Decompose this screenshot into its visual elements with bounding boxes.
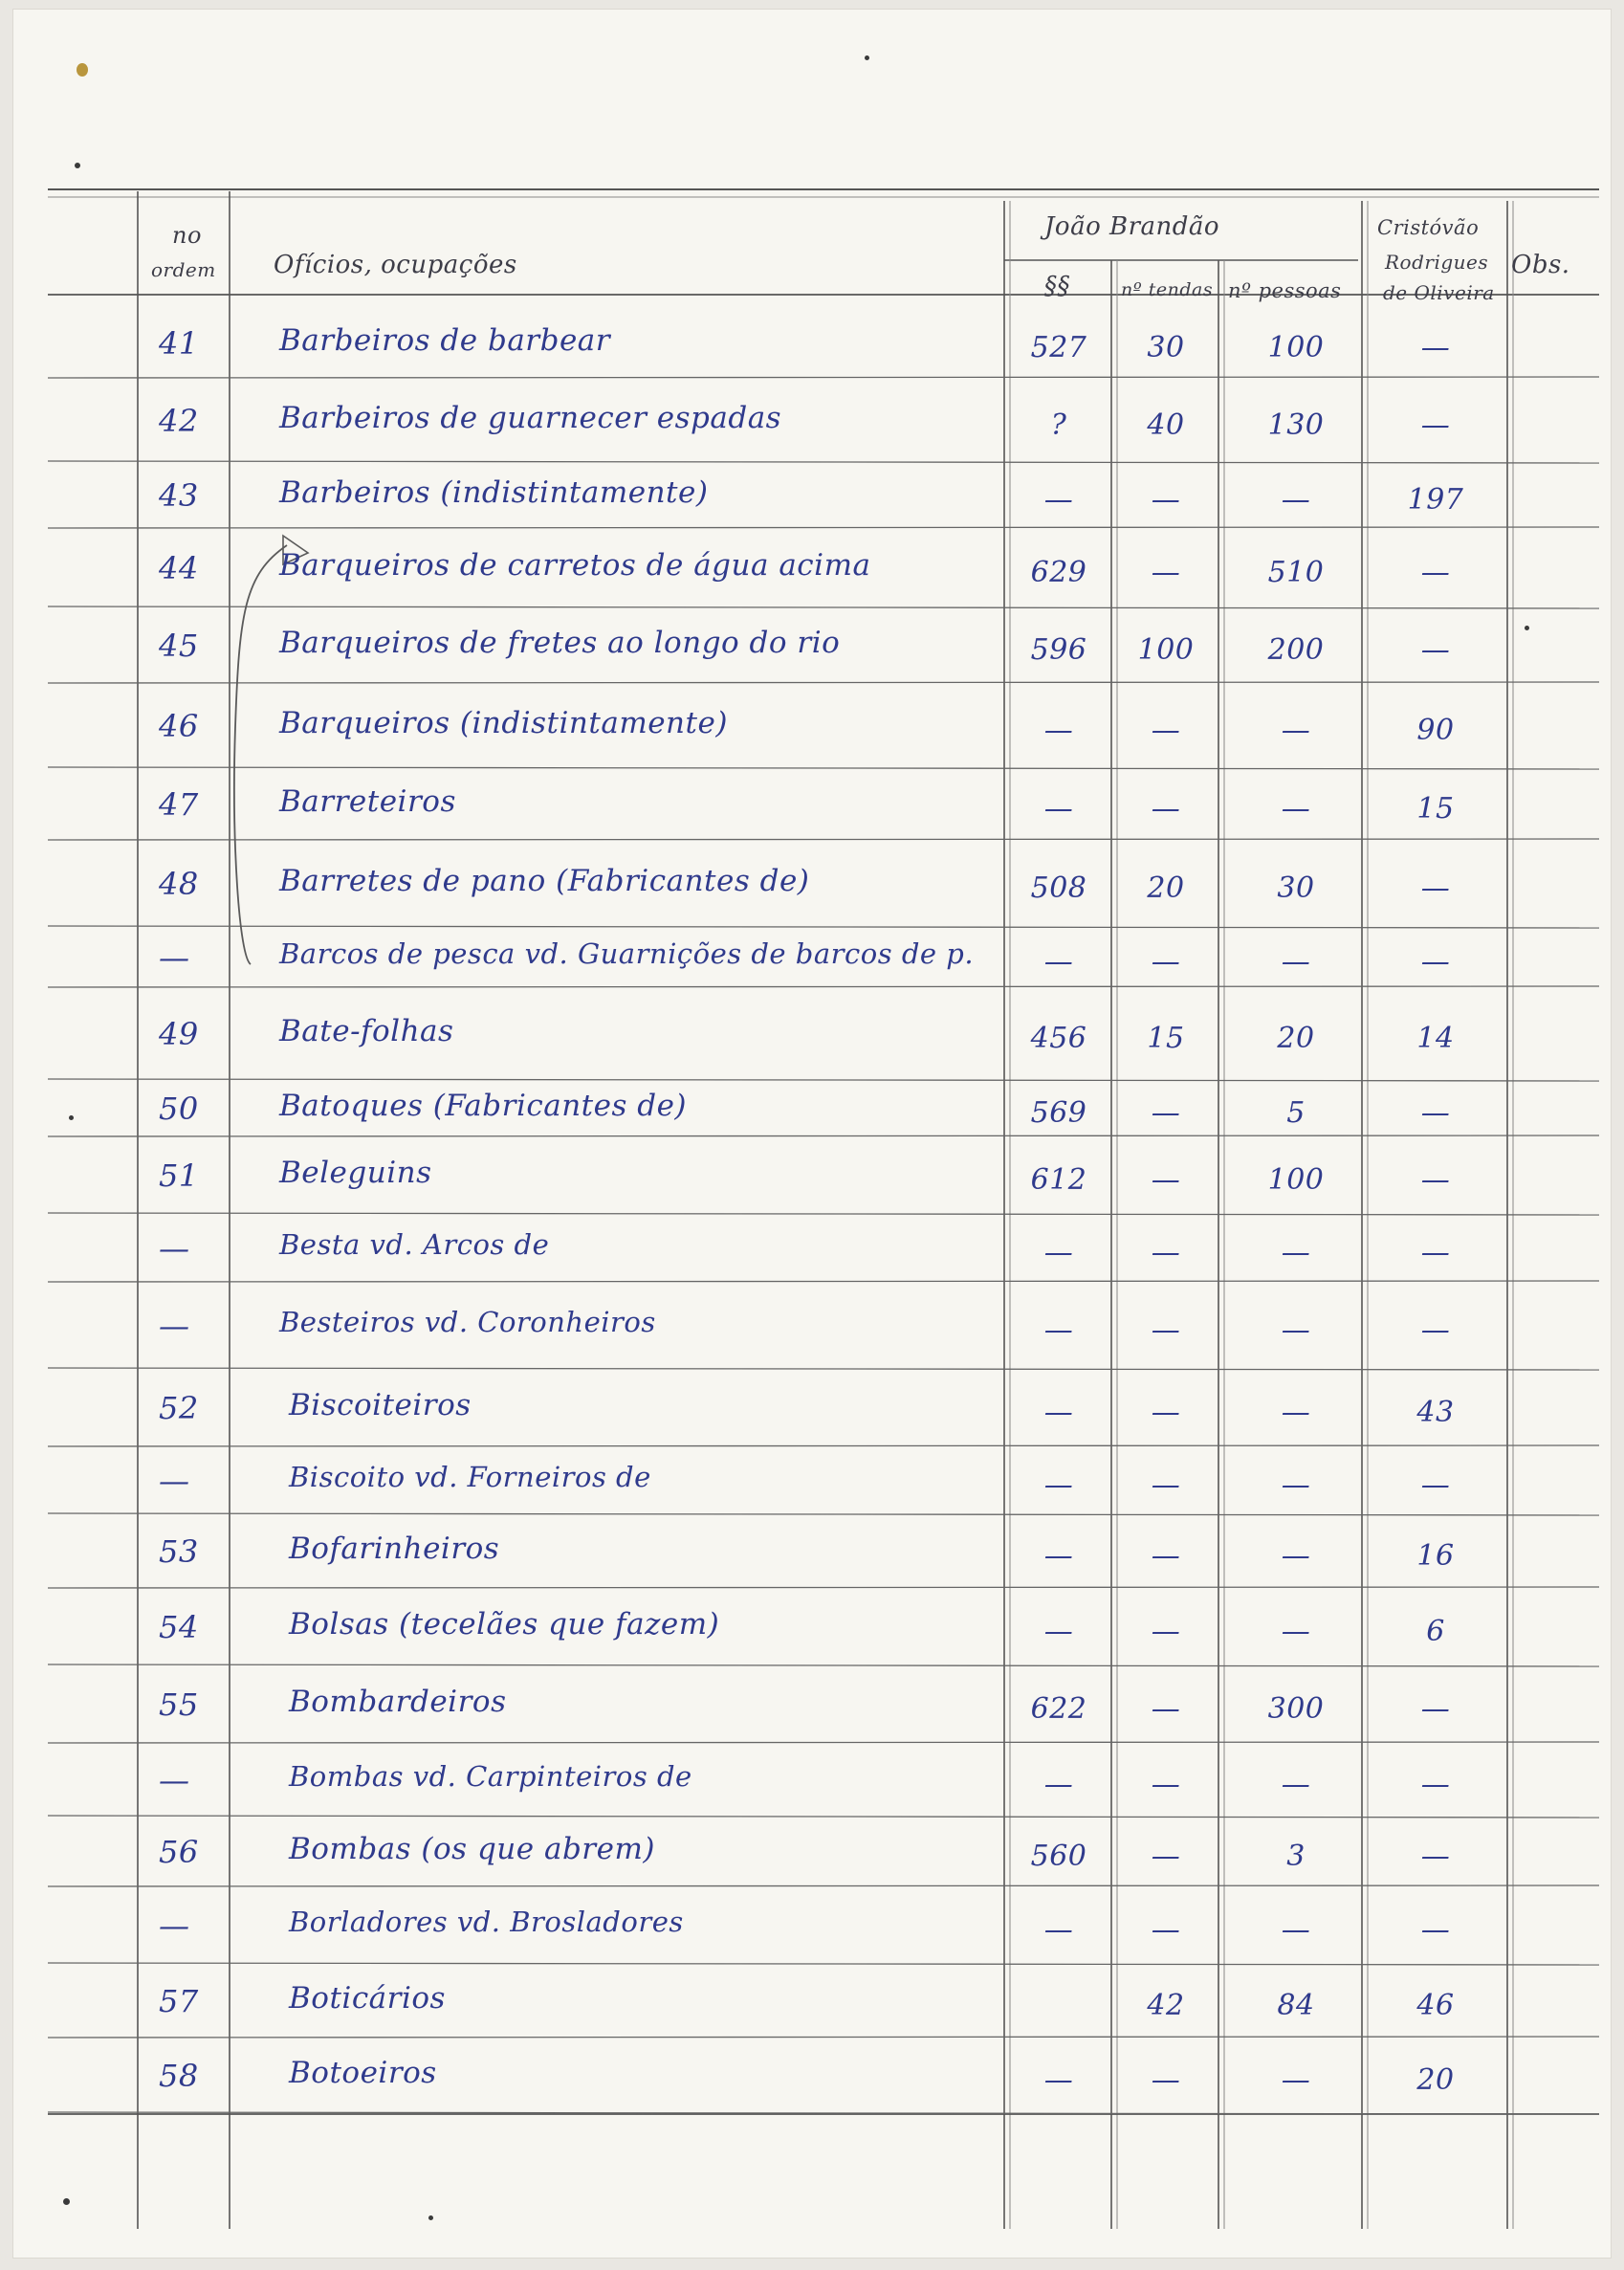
value-cristovao: 46	[1416, 1989, 1455, 2022]
occupation-name: Barbeiros de barbear	[279, 322, 611, 358]
row-divider	[48, 1135, 1599, 1136]
value-ss: —	[1043, 2063, 1074, 2097]
value-pessoas: —	[1281, 1913, 1311, 1947]
occupation-name: Bolsas (tecelães que fazem)	[289, 1607, 720, 1642]
value-cristovao: —	[1420, 1096, 1451, 1130]
value-ss: 629	[1030, 556, 1087, 589]
header-obs: Obs.	[1511, 251, 1570, 279]
occupation-name: Bate-folhas	[279, 1014, 454, 1048]
value-pessoas: 200	[1267, 633, 1325, 667]
value-pessoas: —	[1281, 2063, 1311, 2097]
value-pessoas: —	[1281, 792, 1311, 826]
row-divider	[48, 527, 1599, 528]
occupation-name: Beleguins	[279, 1156, 432, 1190]
header-source2-line2: Rodrigues	[1385, 251, 1489, 274]
row-divider	[48, 1445, 1599, 1446]
paper-speck	[63, 2198, 70, 2205]
occupation-name: Barretes de pano (Fabricantes de)	[279, 864, 810, 898]
row-divider	[48, 1664, 1599, 1666]
occupation-name: Biscoiteiros	[289, 1388, 472, 1422]
order-number: —	[159, 939, 190, 976]
value-ss: 527	[1030, 330, 1087, 364]
order-number: 48	[159, 866, 199, 902]
row-divider	[48, 839, 1599, 840]
row-divider	[48, 606, 1599, 608]
order-number: 56	[159, 1834, 199, 1870]
value-tendas: 30	[1147, 330, 1185, 364]
value-ss: 508	[1030, 871, 1087, 905]
value-cristovao: —	[1420, 556, 1451, 589]
value-pessoas: 510	[1267, 556, 1325, 589]
row-divider	[48, 2037, 1599, 2038]
order-number: —	[159, 1230, 190, 1267]
value-pessoas: —	[1281, 483, 1311, 517]
value-pessoas: —	[1281, 714, 1311, 747]
header-source2-line1: Cristóvão	[1377, 216, 1480, 239]
value-tendas: —	[1151, 1468, 1181, 1502]
value-pessoas: —	[1281, 945, 1311, 979]
header-source2-line3: de Oliveira	[1383, 281, 1495, 304]
value-ss: —	[1043, 1539, 1074, 1573]
occupation-name: Barbeiros (indistintamente)	[279, 475, 709, 510]
value-pessoas: 84	[1277, 1989, 1315, 2022]
occupation-name: Barcos de pesca vd. Guarnições de barcos de p.	[279, 937, 975, 970]
order-number: 50	[159, 1091, 199, 1127]
value-tendas: 20	[1147, 871, 1185, 905]
value-tendas: 42	[1147, 1989, 1185, 2022]
order-number: 58	[159, 2058, 199, 2094]
order-number: 55	[159, 1686, 199, 1723]
row-divider	[48, 1079, 1599, 1081]
value-cristovao: 16	[1416, 1539, 1455, 1573]
value-tendas: —	[1151, 1096, 1181, 1130]
value-cristovao: —	[1420, 1468, 1451, 1502]
order-number: —	[159, 1762, 190, 1798]
value-ss: —	[1043, 1768, 1074, 1801]
order-number: 42	[159, 403, 199, 439]
value-pessoas: —	[1281, 1539, 1311, 1573]
value-ss: ?	[1050, 408, 1067, 442]
value-ss: —	[1043, 714, 1074, 747]
occupation-name: Barqueiros (indistintamente)	[279, 706, 728, 740]
value-cristovao: 6	[1426, 1615, 1445, 1648]
value-ss: —	[1043, 945, 1074, 979]
order-number: 51	[159, 1157, 199, 1194]
value-pessoas: —	[1281, 1615, 1311, 1648]
row-divider	[48, 767, 1599, 769]
value-tendas: 100	[1137, 633, 1195, 667]
value-ss: —	[1043, 483, 1074, 517]
order-number: —	[159, 1907, 190, 1944]
value-cristovao: 197	[1407, 483, 1464, 517]
occupation-name: Barbeiros de guarnecer espadas	[279, 401, 782, 435]
value-ss: —	[1043, 1468, 1074, 1502]
header-sub-pessoas: nº pessoas	[1228, 279, 1342, 302]
value-pessoas: —	[1281, 1468, 1311, 1502]
occupation-name: Botoeiros	[289, 2056, 437, 2090]
occupation-name: Borladores vd. Brosladores	[289, 1906, 684, 1938]
value-ss: —	[1043, 1913, 1074, 1947]
value-tendas: —	[1151, 1539, 1181, 1573]
value-cristovao: —	[1420, 633, 1451, 667]
row-divider	[48, 1368, 1599, 1370]
header-sub-ss: §§	[1044, 272, 1070, 300]
occupation-name: Barqueiros de carretos de água acima	[279, 548, 871, 583]
value-cristovao: —	[1420, 1236, 1451, 1269]
order-number: 57	[159, 1983, 199, 2019]
occupation-name: Bombas (os que abrem)	[289, 1832, 655, 1866]
value-pessoas: 20	[1277, 1022, 1315, 1055]
value-tendas: —	[1151, 1692, 1181, 1726]
row-divider	[48, 377, 1599, 378]
value-cristovao: 15	[1416, 792, 1455, 826]
row-divider	[48, 1513, 1599, 1515]
value-ss: 560	[1030, 1840, 1087, 1873]
value-cristovao: —	[1420, 1692, 1451, 1726]
value-tendas: —	[1151, 1768, 1181, 1801]
occupation-name: Boticários	[289, 1981, 446, 2016]
value-cristovao: 90	[1416, 714, 1455, 747]
occupation-name: Bombardeiros	[289, 1685, 507, 1719]
value-ss: —	[1043, 1313, 1074, 1347]
value-tendas: 15	[1147, 1022, 1185, 1055]
value-cristovao: —	[1420, 1913, 1451, 1947]
occupation-name: Biscoito vd. Forneiros de	[289, 1461, 651, 1493]
value-cristovao: —	[1420, 330, 1451, 364]
value-cristovao: —	[1420, 1163, 1451, 1197]
value-tendas: —	[1151, 1913, 1181, 1947]
order-number: 54	[159, 1609, 199, 1645]
value-pessoas: 30	[1277, 871, 1315, 905]
header-source-joao-brandao: João Brandão	[1044, 212, 1220, 241]
order-number: 52	[159, 1390, 199, 1426]
value-tendas: 40	[1147, 408, 1185, 442]
value-pessoas: —	[1281, 1396, 1311, 1429]
value-pessoas: 100	[1267, 1163, 1325, 1197]
occupation-name: Barreteiros	[279, 784, 456, 819]
value-pessoas: 3	[1286, 1840, 1306, 1873]
order-number: 44	[159, 550, 199, 586]
header-order-line1: no	[172, 222, 202, 249]
value-ss: 456	[1030, 1022, 1087, 1055]
order-number: 47	[159, 786, 199, 823]
paper-speck	[75, 163, 80, 168]
value-ss: —	[1043, 792, 1074, 826]
value-ss: 622	[1030, 1692, 1087, 1726]
value-pessoas: —	[1281, 1768, 1311, 1801]
value-tendas: —	[1151, 1615, 1181, 1648]
occupation-name: Barqueiros de fretes ao longo do rio	[279, 626, 841, 660]
value-tendas: —	[1151, 714, 1181, 747]
order-number: 45	[159, 628, 199, 664]
value-pessoas: —	[1281, 1236, 1311, 1269]
value-cristovao: 20	[1416, 2063, 1455, 2097]
order-number: 41	[159, 324, 199, 362]
value-tendas: —	[1151, 2063, 1181, 2097]
value-tendas: —	[1151, 1163, 1181, 1197]
occupation-name: Bombas vd. Carpinteiros de	[289, 1760, 692, 1793]
order-number: —	[159, 1308, 190, 1344]
order-number: 53	[159, 1533, 199, 1570]
row-divider	[48, 1213, 1599, 1215]
value-cristovao: —	[1420, 1840, 1451, 1873]
row-divider	[48, 461, 1599, 463]
row-divider	[48, 1963, 1599, 1965]
occupation-name: Besta vd. Arcos de	[279, 1228, 550, 1261]
row-divider	[48, 926, 1599, 928]
order-number: 46	[159, 708, 199, 744]
paper-speck	[428, 2215, 433, 2220]
value-pessoas: —	[1281, 1313, 1311, 1347]
value-ss: 612	[1030, 1163, 1087, 1197]
value-cristovao: 14	[1416, 1022, 1455, 1055]
order-number: —	[159, 1463, 190, 1499]
value-ss: —	[1043, 1396, 1074, 1429]
value-pessoas: 130	[1267, 408, 1325, 442]
value-tendas: —	[1151, 1313, 1181, 1347]
value-cristovao: —	[1420, 871, 1451, 905]
paper-speck	[77, 63, 88, 77]
value-ss: —	[1043, 1236, 1074, 1269]
header-order-line2: ordem	[151, 258, 216, 281]
value-cristovao: —	[1420, 408, 1451, 442]
order-number: 43	[159, 477, 199, 514]
paper-speck	[1525, 626, 1529, 630]
row-divider	[48, 682, 1599, 683]
occupation-name: Bofarinheiros	[289, 1532, 500, 1566]
row-divider	[48, 986, 1599, 987]
order-number: 49	[159, 1016, 199, 1052]
paper-speck	[69, 1115, 74, 1120]
row-divider	[48, 1281, 1599, 1282]
row-divider	[48, 1587, 1599, 1588]
value-tendas: —	[1151, 556, 1181, 589]
value-cristovao: —	[1420, 1313, 1451, 1347]
value-ss: 569	[1030, 1096, 1087, 1130]
value-ss: 596	[1030, 633, 1087, 667]
value-tendas: —	[1151, 792, 1181, 826]
value-tendas: —	[1151, 1396, 1181, 1429]
row-divider	[48, 1885, 1599, 1886]
value-cristovao: 43	[1416, 1396, 1455, 1429]
value-pessoas: 100	[1267, 330, 1325, 364]
row-divider	[48, 1742, 1599, 1743]
header-sub-tendas: nº tendas	[1121, 279, 1214, 300]
value-ss: —	[1043, 1615, 1074, 1648]
header-occupation: Ofícios, ocupações	[274, 251, 517, 279]
value-tendas: —	[1151, 1236, 1181, 1269]
paper-speck	[865, 55, 869, 60]
value-tendas: —	[1151, 483, 1181, 517]
occupation-name: Batoques (Fabricantes de)	[279, 1089, 688, 1123]
value-tendas: —	[1151, 945, 1181, 979]
occupation-name: Besteiros vd. Coronheiros	[279, 1306, 656, 1338]
value-cristovao: —	[1420, 1768, 1451, 1801]
row-divider	[48, 1816, 1599, 1818]
value-cristovao: —	[1420, 945, 1451, 979]
value-pessoas: 300	[1267, 1692, 1325, 1726]
value-tendas: —	[1151, 1840, 1181, 1873]
value-pessoas: 5	[1286, 1096, 1306, 1130]
